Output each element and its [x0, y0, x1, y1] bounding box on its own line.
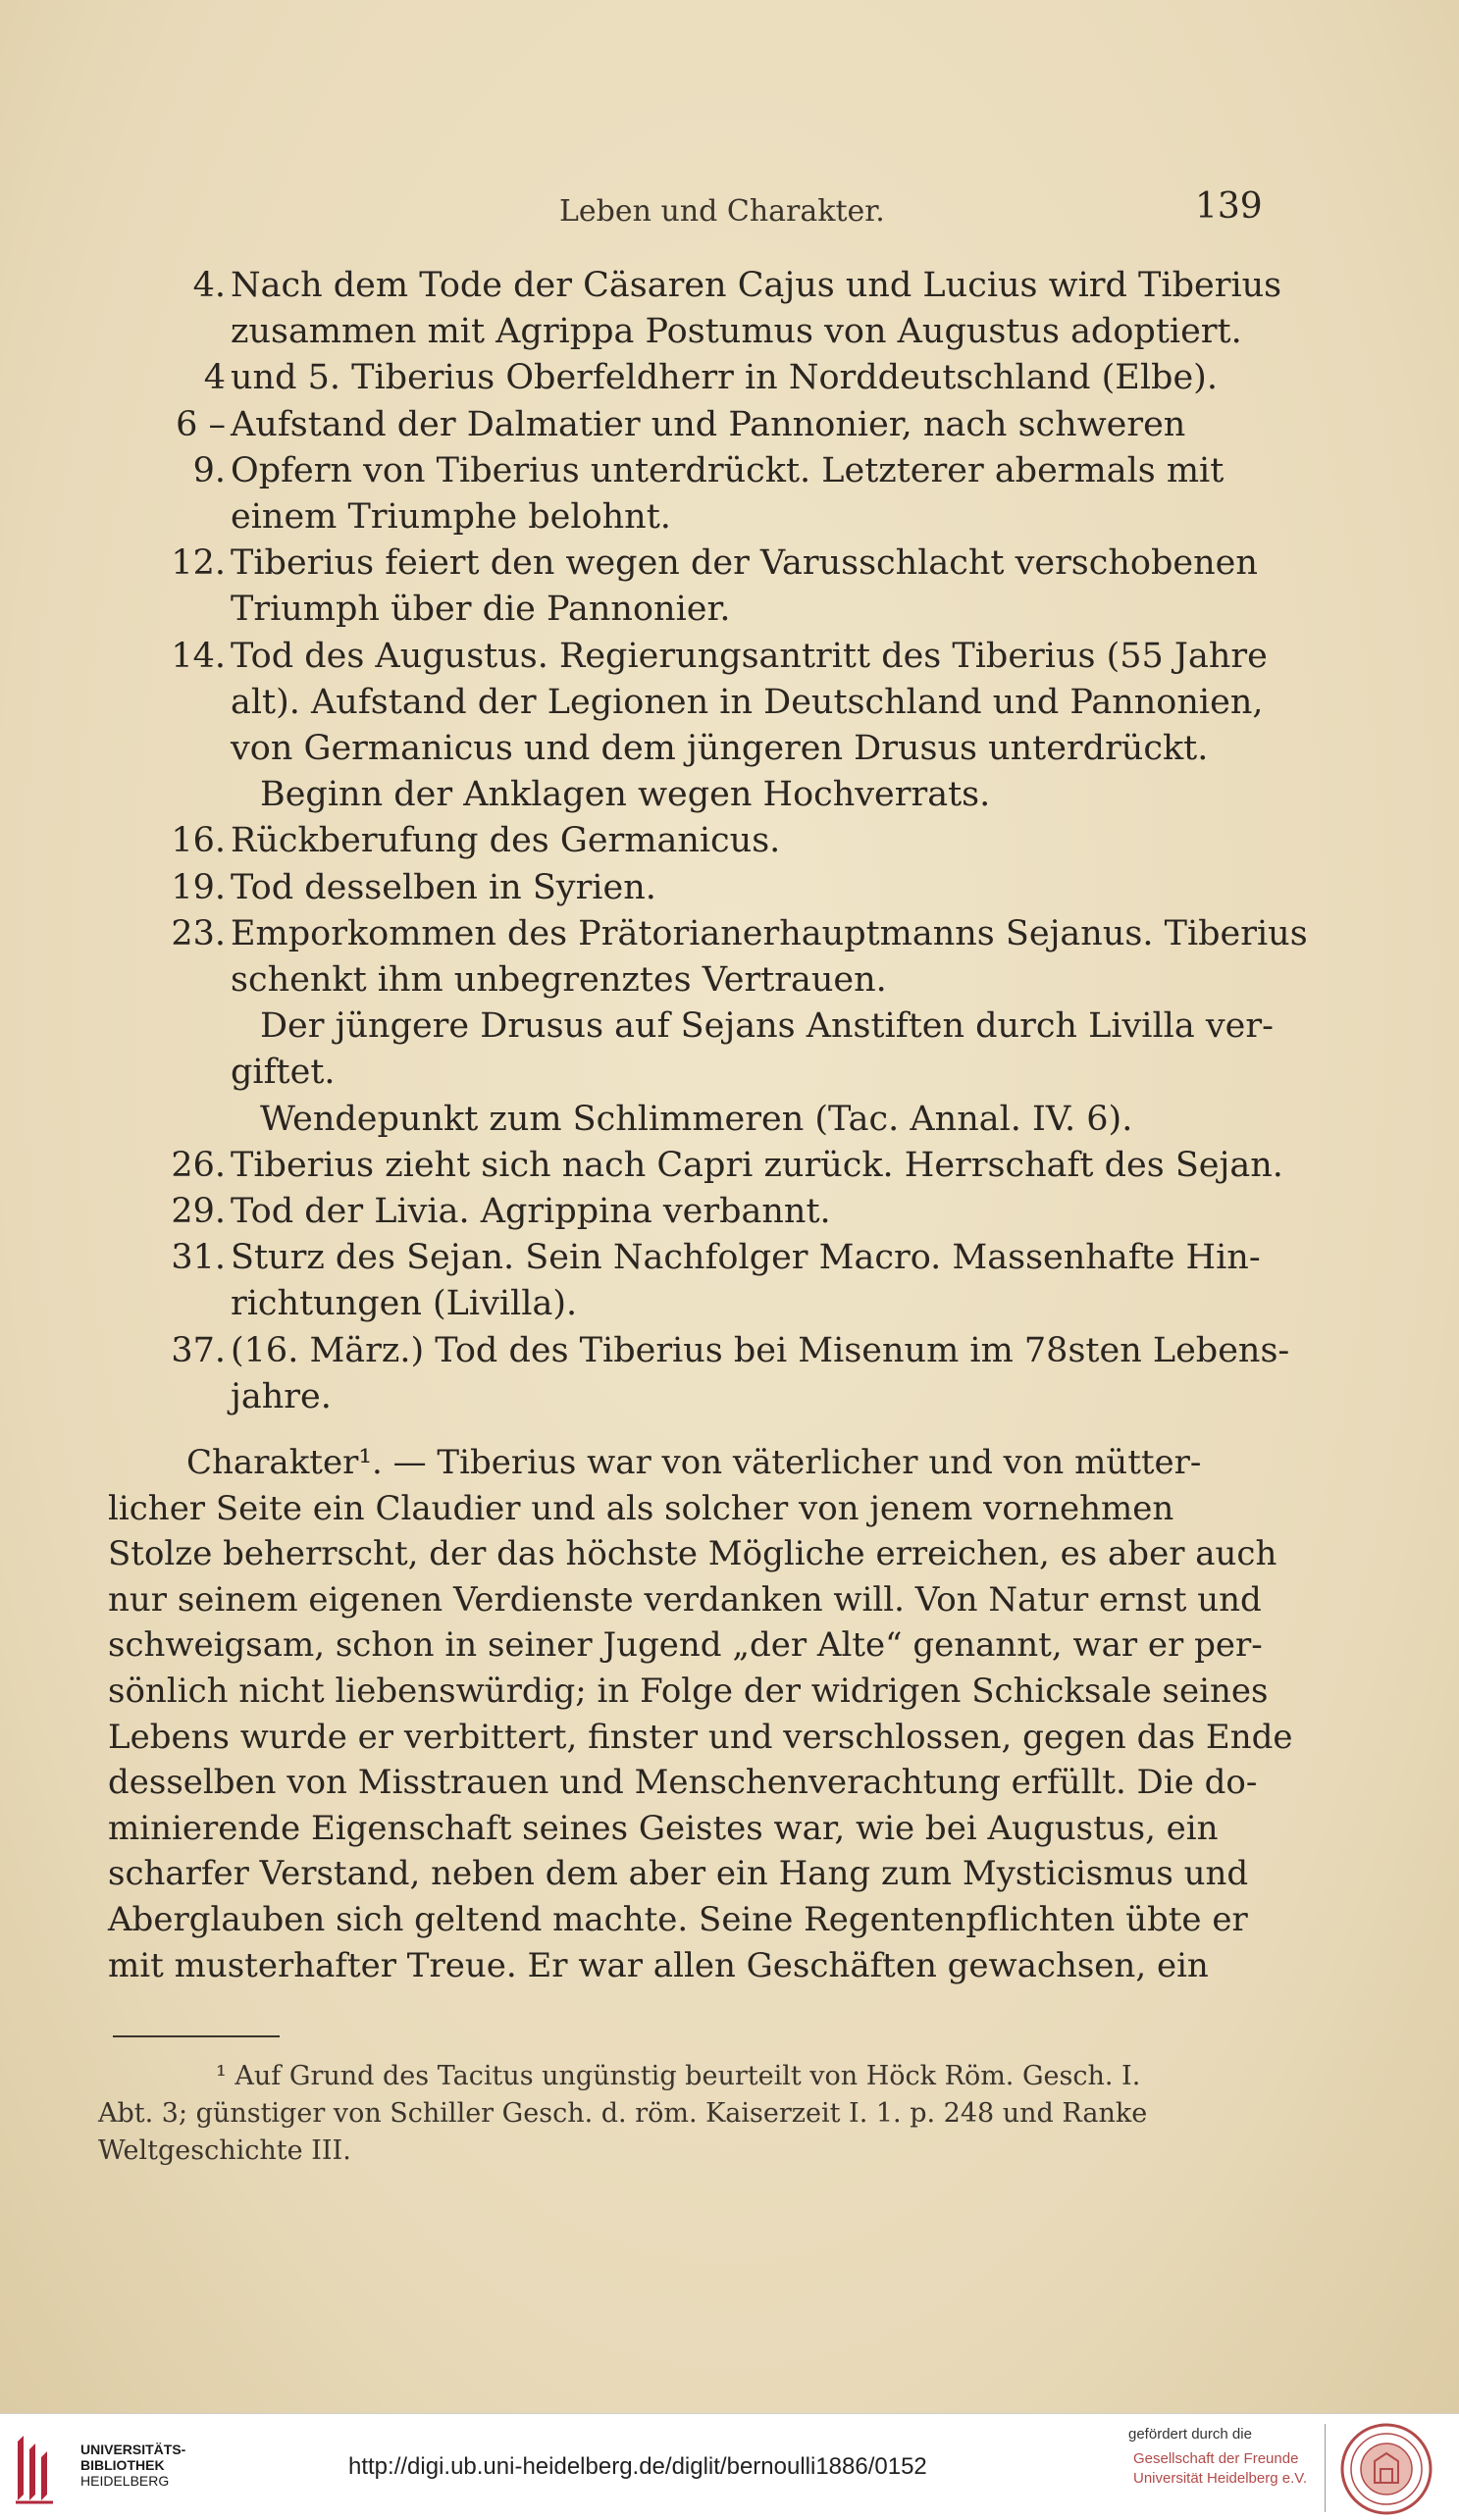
header-title: Leben und Charakter. [559, 194, 885, 229]
entry-line: Opfern von Tiberius unterdrückt. Letzterer abermals mit [231, 450, 1225, 490]
entry-line: Sturz des Sejan. Sein Nachfolger Macro. Massenhafte Hin- [231, 1238, 1261, 1278]
entry-line: richtungen (Livilla). [231, 1284, 578, 1324]
entry-continuation: Wendepunkt zum Schlimmeren (Tac. Annal. IV. 6). [260, 1099, 1133, 1139]
entry-line: und 5. Tiberius Oberfeldherr in Norddeutschland (Elbe). [231, 358, 1218, 398]
chronology-entry [171, 634, 1268, 819]
viewer-footer [0, 2413, 1459, 2520]
chronology-entry [177, 402, 1266, 541]
footnote [98, 2058, 1226, 2170]
entry-line: Tiberius zieht sich nach Capri zurück. Herrschaft des Sejan. [231, 1145, 1283, 1185]
entry-line: Tod des Augustus. Regierungsantritt des Tiberius (55 Jahre [231, 636, 1268, 676]
library-logo-icon [14, 2432, 57, 2506]
footnote-line: Weltgeschichte III. [98, 2135, 351, 2166]
entry-line: Aufstand der Dalmatier und Pannonier, nach schweren [231, 404, 1186, 444]
sponsor-name-line: Gesellschaft der Freunde [1133, 2450, 1299, 2467]
paragraph-line: schweigsam, schon in seiner Jugend „der Alte“ genannt, war er per- [108, 1625, 1263, 1666]
library-name-line: HEIDELBERG [80, 2473, 170, 2489]
chronology-entry [171, 911, 1308, 1143]
chronology-entry [171, 540, 1266, 633]
library-name-line: UNIVERSITÄTS- [80, 2442, 186, 2457]
chronology-entry [171, 1189, 1266, 1235]
paragraph-line: mit musterhafter Treue. Er war allen Geschäften gewachsen, ein [108, 1945, 1209, 1985]
entry-line: einem Triumphe belohnt. [231, 497, 671, 538]
library-name-line: BIBLIOTHEK [80, 2457, 165, 2473]
entry-year: 29. [171, 1192, 226, 1232]
sponsor-name-line: Universität Heidelberg e.V. [1133, 2470, 1308, 2487]
footnote-divider [113, 2035, 280, 2037]
entry-line: giftet. [231, 1053, 336, 1093]
entry-line: Tiberius feiert den wegen der Varusschlacht verschobenen [231, 543, 1258, 584]
entry-year: 19. [171, 867, 226, 907]
entry-continuation: Der jüngere Drusus auf Sejans Anstiften durch Livilla ver- [260, 1006, 1274, 1047]
chronology-entry [171, 1143, 1283, 1189]
chronology-entry [171, 1235, 1266, 1327]
entry-line: jahre. [231, 1376, 332, 1416]
chronology-entry [171, 865, 1266, 911]
entry-line: alt). Aufstand der Legionen in Deutschland und Pannonien, [231, 682, 1264, 722]
paragraph-line: Lebens wurde er verbittert, finster und verschlossen, gegen das Ende [108, 1717, 1293, 1757]
entry-year: 4 [203, 358, 226, 398]
entry-line: (16. März.) Tod des Tiberius bei Misenum im 78sten Lebens- [231, 1330, 1290, 1370]
entry-line: Nach dem Tode der Cäsaren Cajus und Lucius wird Tiberius [231, 266, 1282, 305]
entry-line: von Germanicus und dem jüngeren Drusus unterdrückt. [231, 729, 1209, 769]
footnote-line: Abt. 3; günstiger von Schiller Gesch. d. röm. Kaiserzeit I. 1. p. 248 und Ranke [98, 2098, 1148, 2129]
paragraph-line: Aberglauben sich geltend machte. Seine Regentenpflichten übte er [108, 1899, 1248, 1939]
entry-line: Tod desselben in Syrien. [231, 867, 656, 907]
entry-line: zusammen mit Agrippa Postumus von Augustus adoptiert. [231, 312, 1242, 352]
entry-year: 37. [171, 1330, 226, 1370]
paragraph-line: nur seinem eigenen Verdienste verdanken will. Von Natur ernst und [108, 1579, 1262, 1620]
paragraph-line: Stolze beherrscht, der das höchste Mögliche erreichen, es aber auch [108, 1534, 1277, 1574]
paragraph-line: desselben von Misstrauen und Menschenverachtung erfüllt. Die do- [108, 1763, 1258, 1803]
running-header [0, 186, 1459, 235]
library-name [80, 2442, 185, 2489]
entry-year: 31. [171, 1238, 226, 1278]
entry-year: 4. [192, 266, 226, 305]
sponsor-name [1133, 2449, 1307, 2489]
entry-year: 16. [171, 821, 226, 861]
footer-divider [1325, 2424, 1326, 2512]
entry-year: 26. [171, 1145, 226, 1185]
entry-continuation: Beginn der Anklagen wegen Hochverrats. [260, 775, 991, 815]
chronology-list [171, 263, 1308, 1420]
entry-line: Triumph über die Pannonier. [231, 590, 731, 630]
entry-year: 14. [171, 636, 226, 676]
entry-year: 6 – 9. [176, 404, 226, 490]
paragraph-line: minierende Eigenschaft seines Geistes war, wie bei Augustus, ein [108, 1808, 1219, 1848]
university-seal-icon [1339, 2422, 1433, 2516]
entry-line: Emporkommen des Prätorianerhauptmanns Sejanus. Tiberius [231, 913, 1308, 953]
sponsor-label: gefördert durch die [1128, 2426, 1252, 2443]
footnote-line: ¹ Auf Grund des Tacitus ungünstig beurteilt von Höck Röm. Gesch. I. [216, 2061, 1141, 2091]
entry-year: 23. [171, 913, 226, 953]
permalink-url[interactable]: http://digi.ub.uni-heidelberg.de/diglit/bernoulli1886/0152 [348, 2453, 927, 2480]
paragraph-line: Charakter¹. — Tiberius war von väterlicher und von mütter- [186, 1443, 1202, 1482]
entry-line: Rückberufung des Germanicus. [231, 821, 781, 861]
entry-line: schenkt ihm unbegrenztes Vertrauen. [231, 960, 887, 1001]
chronology-entry [171, 818, 1266, 864]
chronology-entry [177, 263, 1282, 355]
paragraph-line: licher Seite ein Claudier und als solcher von jenem vornehmen [108, 1488, 1174, 1528]
paragraph-line: scharfer Verstand, neben dem aber ein Hang zum Mysticismus und [108, 1854, 1249, 1894]
page-number: 139 [1195, 186, 1263, 227]
entry-line: Tod der Livia. Agrippina verbannt. [231, 1192, 831, 1232]
character-paragraph [108, 1440, 1293, 1988]
entry-year: 12. [171, 543, 226, 584]
chronology-entry [177, 355, 1266, 401]
paragraph-line: sönlich nicht liebenswürdig; in Folge der widrigen Schicksale seines [108, 1671, 1269, 1711]
chronology-entry [171, 1328, 1290, 1420]
